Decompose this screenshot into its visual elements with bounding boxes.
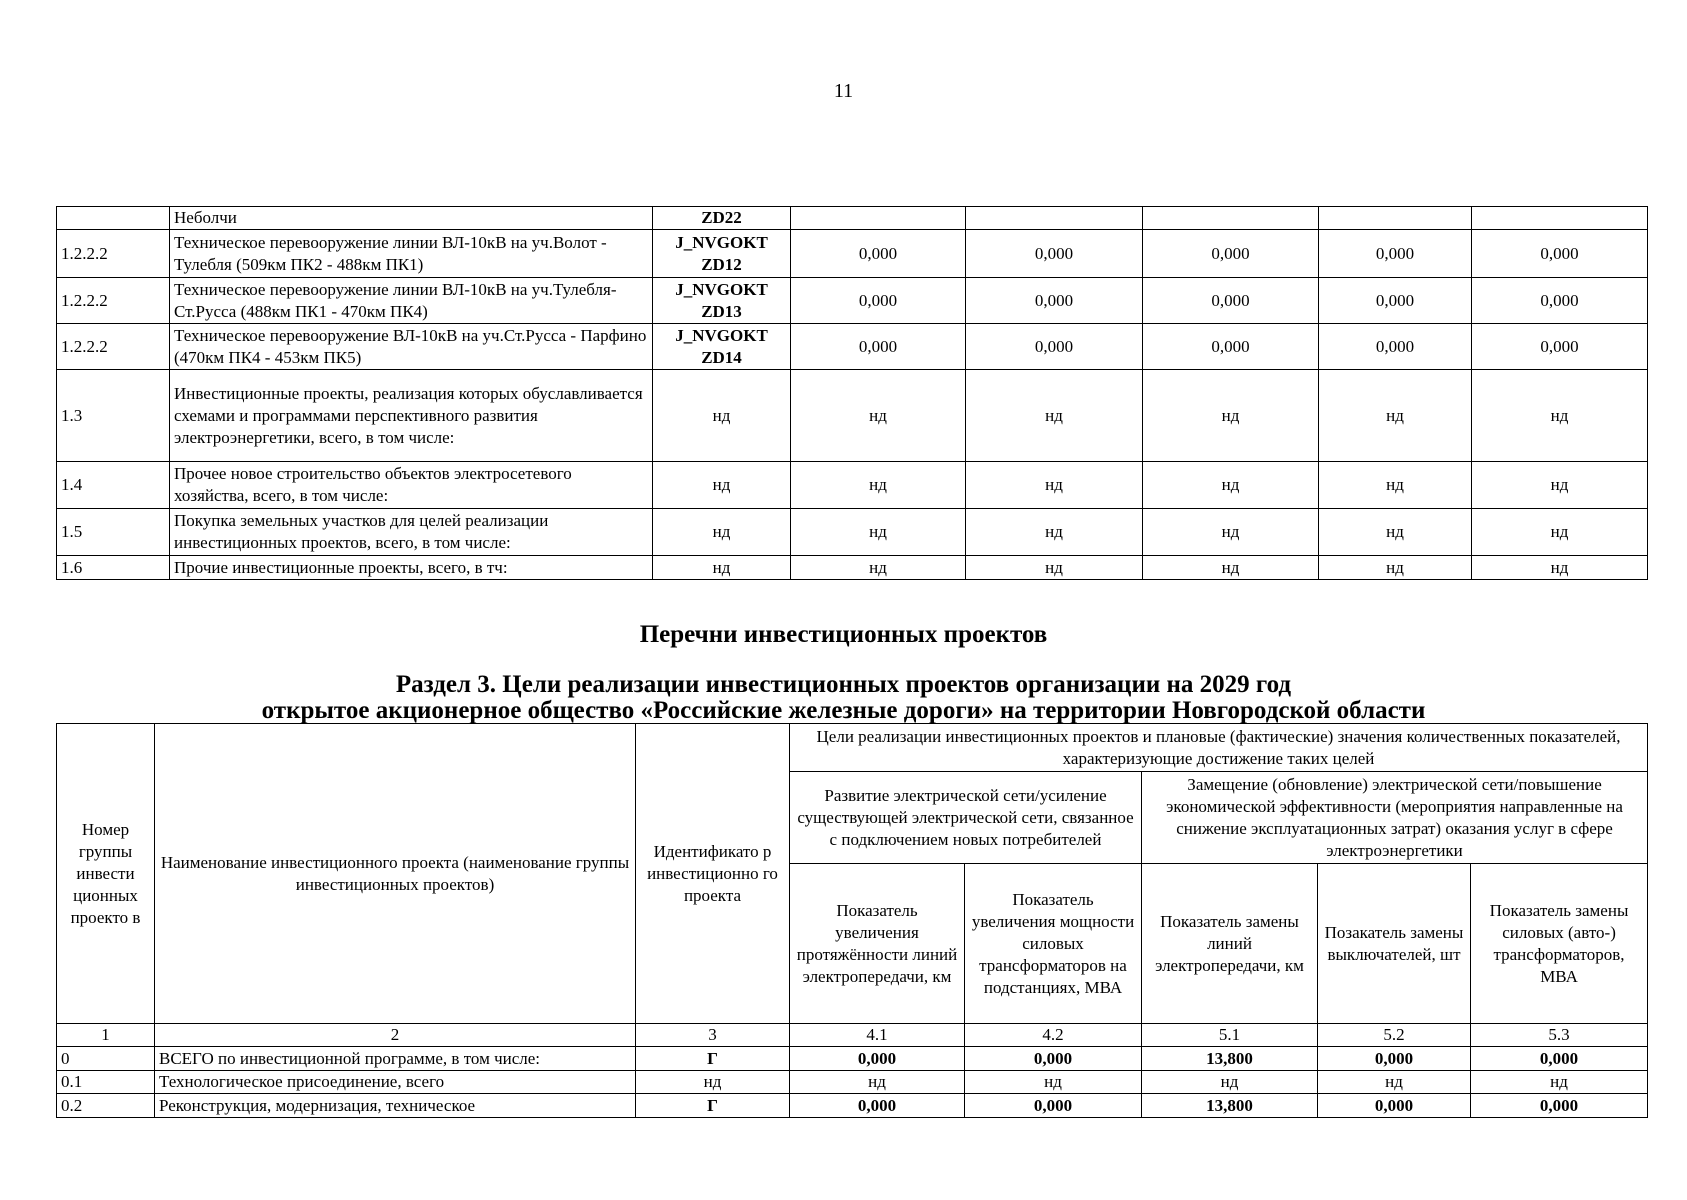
header-5-2: Позакатель замены выключателей, шт — [1318, 864, 1471, 1024]
value-5-2 — [1319, 207, 1472, 230]
value-4-2: 0,000 — [965, 1094, 1142, 1118]
value-5-3: 0,000 — [1472, 230, 1648, 278]
value-5-1: нд — [1142, 1071, 1318, 1094]
value-5-3: нд — [1472, 370, 1648, 462]
table-row — [57, 1094, 1648, 1118]
project-id: нд — [653, 462, 791, 509]
row-number: 0 — [57, 1047, 155, 1071]
row-number: 1.6 — [57, 556, 170, 580]
value-4-2: 0,000 — [966, 230, 1143, 278]
header-project-name: Наименование инвестиционного проекта (наименование группы инвестиционных проектов) — [155, 724, 636, 1024]
value-5-2: 0,000 — [1318, 1094, 1471, 1118]
value-4-2: 0,000 — [966, 324, 1143, 370]
value-5-1: 13,800 — [1142, 1047, 1318, 1071]
value-4-1: 0,000 — [791, 278, 966, 324]
project-name: Техническое перевооружение линии ВЛ-10кВ на уч.Тулебля- Ст.Русса (488км ПК1 - 470км ПК4) — [170, 278, 653, 324]
row-number: 0.1 — [57, 1071, 155, 1094]
project-name: ВСЕГО по инвестиционной программе, в том числе: — [155, 1047, 636, 1071]
index-row — [57, 1024, 1648, 1047]
header-network-development: Развитие электрической сети/усиление существующей электрической сети, связанное с подключением новых потребителей — [790, 772, 1142, 864]
value-5-1: 0,000 — [1143, 278, 1319, 324]
value-4-2: нд — [965, 1071, 1142, 1094]
projects-table-continued — [56, 206, 1648, 580]
value-5-3: нд — [1471, 1071, 1648, 1094]
project-id: Г — [636, 1094, 790, 1118]
value-4-1: нд — [791, 509, 966, 556]
value-4-1: нд — [790, 1071, 965, 1094]
row-number: 1.5 — [57, 509, 170, 556]
index-cell: 3 — [636, 1024, 790, 1047]
header-network-replacement: Замещение (обновление) электрической сети/повышение экономической эффективности (мероприятия направленные на снижение эксплуатационных затрат) оказания услуг в сфере электроэнергетики — [1142, 772, 1648, 864]
project-name: Техническое перевооружение линии ВЛ-10кВ на уч.Волот - Тулебля (509км ПК2 - 488км ПК1) — [170, 230, 653, 278]
project-name: Реконструкция, модернизация, техническое — [155, 1094, 636, 1118]
row-number: 1.2.2.2 — [57, 278, 170, 324]
table-row — [57, 370, 1648, 462]
header-goals: Цели реализации инвестиционных проектов и плановые (фактические) значения количественных показателей, характеризующие достижение таких целей — [790, 724, 1648, 772]
value-5-2: 0,000 — [1318, 1047, 1471, 1071]
header-project-id: Идентификато р инвестиционно го проекта — [636, 724, 790, 1024]
table-row — [57, 1071, 1648, 1094]
table-row — [57, 324, 1648, 370]
row-number: 1.2.2.2 — [57, 230, 170, 278]
value-5-1: нд — [1143, 556, 1319, 580]
page-number: 11 — [833, 80, 854, 102]
value-4-1: 0,000 — [791, 324, 966, 370]
section-title: Раздел 3. Цели реализации инвестиционных проектов организации на 2029 год — [395, 671, 1292, 698]
index-cell: 4.2 — [965, 1024, 1142, 1047]
index-cell: 5.3 — [1471, 1024, 1648, 1047]
value-5-2: нд — [1319, 370, 1472, 462]
header-5-1: Показатель замены линий электропередачи, км — [1142, 864, 1318, 1024]
value-5-2: 0,000 — [1319, 324, 1472, 370]
value-4-2: 0,000 — [966, 278, 1143, 324]
value-5-2: нд — [1319, 509, 1472, 556]
project-name: Прочие инвестиционные проекты, всего, в тч: — [170, 556, 653, 580]
list-title: Перечни инвестиционных проектов — [639, 621, 1048, 648]
value-5-1: нд — [1143, 509, 1319, 556]
value-5-2: 0,000 — [1319, 230, 1472, 278]
project-id: ZD22 — [653, 207, 791, 230]
value-5-3: нд — [1472, 509, 1648, 556]
index-cell: 4.1 — [790, 1024, 965, 1047]
value-4-1: нд — [791, 370, 966, 462]
header-4-1: Показатель увеличения протяжённости линий электропередачи, км — [790, 864, 965, 1024]
value-5-2: 0,000 — [1319, 278, 1472, 324]
project-id: J_NVGOKT ZD13 — [653, 278, 791, 324]
value-5-1: нд — [1143, 462, 1319, 509]
table-row — [57, 462, 1648, 509]
row-number: 0.2 — [57, 1094, 155, 1118]
value-5-3: нд — [1472, 462, 1648, 509]
row-number — [57, 207, 170, 230]
value-5-3: 0,000 — [1472, 278, 1648, 324]
value-5-1: нд — [1143, 370, 1319, 462]
header-row — [57, 724, 1648, 772]
project-id: J_NVGOKT ZD12 — [653, 230, 791, 278]
table-row — [57, 1047, 1648, 1071]
value-5-1: 0,000 — [1143, 324, 1319, 370]
value-4-1: нд — [791, 462, 966, 509]
header-4-2: Показатель увеличения мощности силовых трансформаторов на подстанциях, МВА — [965, 864, 1142, 1024]
value-5-2: нд — [1318, 1071, 1471, 1094]
index-cell: 5.1 — [1142, 1024, 1318, 1047]
project-id: нд — [636, 1071, 790, 1094]
project-name: Техническое перевооружение ВЛ-10кВ на уч.Ст.Русса - Парфино (470км ПК4 - 453км ПК5) — [170, 324, 653, 370]
row-number: 1.2.2.2 — [57, 324, 170, 370]
project-id: нд — [653, 370, 791, 462]
value-4-1: нд — [791, 556, 966, 580]
value-5-2: нд — [1319, 556, 1472, 580]
project-name: Технологическое присоединение, всего — [155, 1071, 636, 1094]
value-5-1 — [1143, 207, 1319, 230]
value-5-3 — [1472, 207, 1648, 230]
table-row — [57, 207, 1648, 230]
table-row — [57, 230, 1648, 278]
project-name: Прочее новое строительство объектов электросетевого хозяйства, всего, в том числе: — [170, 462, 653, 509]
row-number: 1.3 — [57, 370, 170, 462]
value-4-1: 0,000 — [790, 1047, 965, 1071]
value-5-1: 0,000 — [1143, 230, 1319, 278]
value-5-3: 0,000 — [1471, 1094, 1648, 1118]
row-number: 1.4 — [57, 462, 170, 509]
header-5-3: Показатель замены силовых (авто-) трансформаторов, МВА — [1471, 864, 1648, 1024]
table-row — [57, 556, 1648, 580]
project-name: Неболчи — [170, 207, 653, 230]
value-4-2: нд — [966, 556, 1143, 580]
table-row — [57, 278, 1648, 324]
project-id: Г — [636, 1047, 790, 1071]
project-id: J_NVGOKT ZD14 — [653, 324, 791, 370]
value-5-3: 0,000 — [1472, 324, 1648, 370]
value-5-3: нд — [1472, 556, 1648, 580]
value-4-2: 0,000 — [965, 1047, 1142, 1071]
organization-title: открытое акционерное общество «Российские железные дороги» на территории Новгородской области — [261, 697, 1426, 724]
investment-goals-table — [56, 723, 1648, 1118]
project-name: Покупка земельных участков для целей реализации инвестиционных проектов, всего, в том числе: — [170, 509, 653, 556]
value-5-2: нд — [1319, 462, 1472, 509]
project-id: нд — [653, 509, 791, 556]
value-4-1 — [791, 207, 966, 230]
value-4-2: нд — [966, 370, 1143, 462]
index-cell: 2 — [155, 1024, 636, 1047]
value-4-2: нд — [966, 509, 1143, 556]
table-row — [57, 509, 1648, 556]
header-group-number: Номер группы инвести ционных проекто в — [57, 724, 155, 1024]
value-4-1: 0,000 — [790, 1094, 965, 1118]
project-name: Инвестиционные проекты, реализация которых обуславливается схемами и программами перспективного развития электроэнергетики, всего, в том числе: — [170, 370, 653, 462]
project-id: нд — [653, 556, 791, 580]
index-cell: 1 — [57, 1024, 155, 1047]
value-5-1: 13,800 — [1142, 1094, 1318, 1118]
value-4-2: нд — [966, 462, 1143, 509]
value-4-2 — [966, 207, 1143, 230]
value-5-3: 0,000 — [1471, 1047, 1648, 1071]
value-4-1: 0,000 — [791, 230, 966, 278]
index-cell: 5.2 — [1318, 1024, 1471, 1047]
